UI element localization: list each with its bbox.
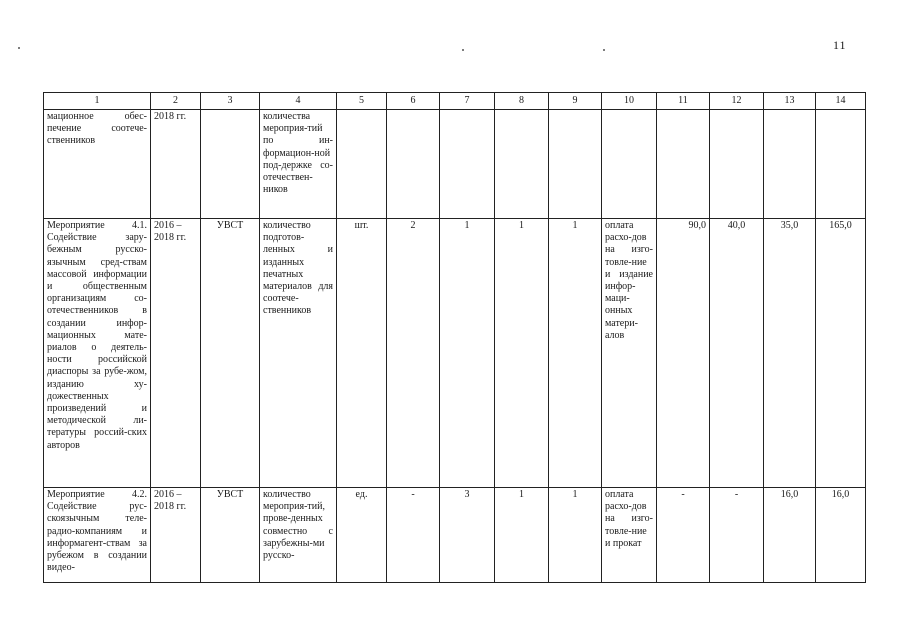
value-cell: 1	[440, 219, 495, 488]
funding-cell: -	[657, 488, 710, 583]
column-number: 5	[337, 93, 387, 110]
funding-cell	[764, 110, 816, 219]
column-number: 2	[151, 93, 201, 110]
funding-cell	[657, 110, 710, 219]
column-number: 4	[260, 93, 337, 110]
period-cell: 2016 – 2018 гг.	[151, 488, 201, 583]
column-number: 12	[710, 93, 764, 110]
indicator-cell: количества мероприя-тий по ин-формацион-ной под-держке со-отечествен-ников	[260, 110, 337, 219]
value-cell: -	[387, 488, 440, 583]
measure-name-cell: Мероприятие 4.2. Содействие рус-скоязычным теле-радио-компаниям и информагент-ствам за рубежом в создании видео-	[44, 488, 151, 583]
scan-speck	[603, 49, 605, 51]
program-measures-table	[43, 92, 866, 583]
funding-cell: 40,0	[710, 219, 764, 488]
value-cell: 1	[495, 219, 549, 488]
funding-total-cell: 16,0	[816, 488, 866, 583]
unit-cell: ед.	[337, 488, 387, 583]
column-number: 7	[440, 93, 495, 110]
value-cell	[387, 110, 440, 219]
funding-total-cell: 165,0	[816, 219, 866, 488]
column-number: 8	[495, 93, 549, 110]
funding-cell: 90,0	[657, 219, 710, 488]
unit-cell	[337, 110, 387, 219]
value-cell	[440, 110, 495, 219]
value-cell: 1	[549, 219, 602, 488]
measure-name-cell: Мероприятие 4.1. Содействие зару-бежным русско-язычным сред-ствам массовой информации и общественным организациям со-отечественников в создании инфор-мационных мате-риалов о деятель-ности российской диаспоры за рубе-жом, изданию ху-дожественных произведений и методической ли-тературы россий-ских авторов	[44, 219, 151, 488]
indicator-cell: количество подготов-ленных и изданных печатных материалов для соотече-ственников	[260, 219, 337, 488]
funding-cell: 35,0	[764, 219, 816, 488]
column-number-row	[44, 93, 866, 110]
period-cell: 2016 – 2018 гг.	[151, 219, 201, 488]
funding-cell: -	[710, 488, 764, 583]
expense-direction-cell	[602, 110, 657, 219]
value-cell: 2	[387, 219, 440, 488]
unit-cell: шт.	[337, 219, 387, 488]
funding-total-cell	[816, 110, 866, 219]
column-number: 9	[549, 93, 602, 110]
column-number: 3	[201, 93, 260, 110]
indicator-cell: количество мероприя-тий, прове-денных совместно с зарубежны-ми русско-	[260, 488, 337, 583]
column-number: 14	[816, 93, 866, 110]
table-row	[44, 219, 866, 488]
table-row	[44, 488, 866, 583]
executor-cell: УВСТ	[201, 219, 260, 488]
scan-speck	[18, 47, 20, 49]
funding-cell: 16,0	[764, 488, 816, 583]
page-number: 11	[833, 38, 847, 52]
value-cell: 1	[549, 488, 602, 583]
value-cell	[549, 110, 602, 219]
scan-speck	[462, 49, 464, 51]
executor-cell	[201, 110, 260, 219]
funding-cell	[710, 110, 764, 219]
table-row	[44, 110, 866, 219]
expense-direction-cell: оплата расхо-дов на изго-товле-ние и издание инфор-маци-онных матери-алов	[602, 219, 657, 488]
measure-name-cell: мационное обес-печение соотече-ственников	[44, 110, 151, 219]
value-cell: 1	[495, 488, 549, 583]
expense-direction-cell: оплата расхо-дов на изго-товле-ние и прокат	[602, 488, 657, 583]
value-cell: 3	[440, 488, 495, 583]
executor-cell: УВСТ	[201, 488, 260, 583]
column-number: 11	[657, 93, 710, 110]
column-number: 1	[44, 93, 151, 110]
column-number: 10	[602, 93, 657, 110]
period-cell: 2018 гг.	[151, 110, 201, 219]
column-number: 13	[764, 93, 816, 110]
column-number: 6	[387, 93, 440, 110]
value-cell	[495, 110, 549, 219]
